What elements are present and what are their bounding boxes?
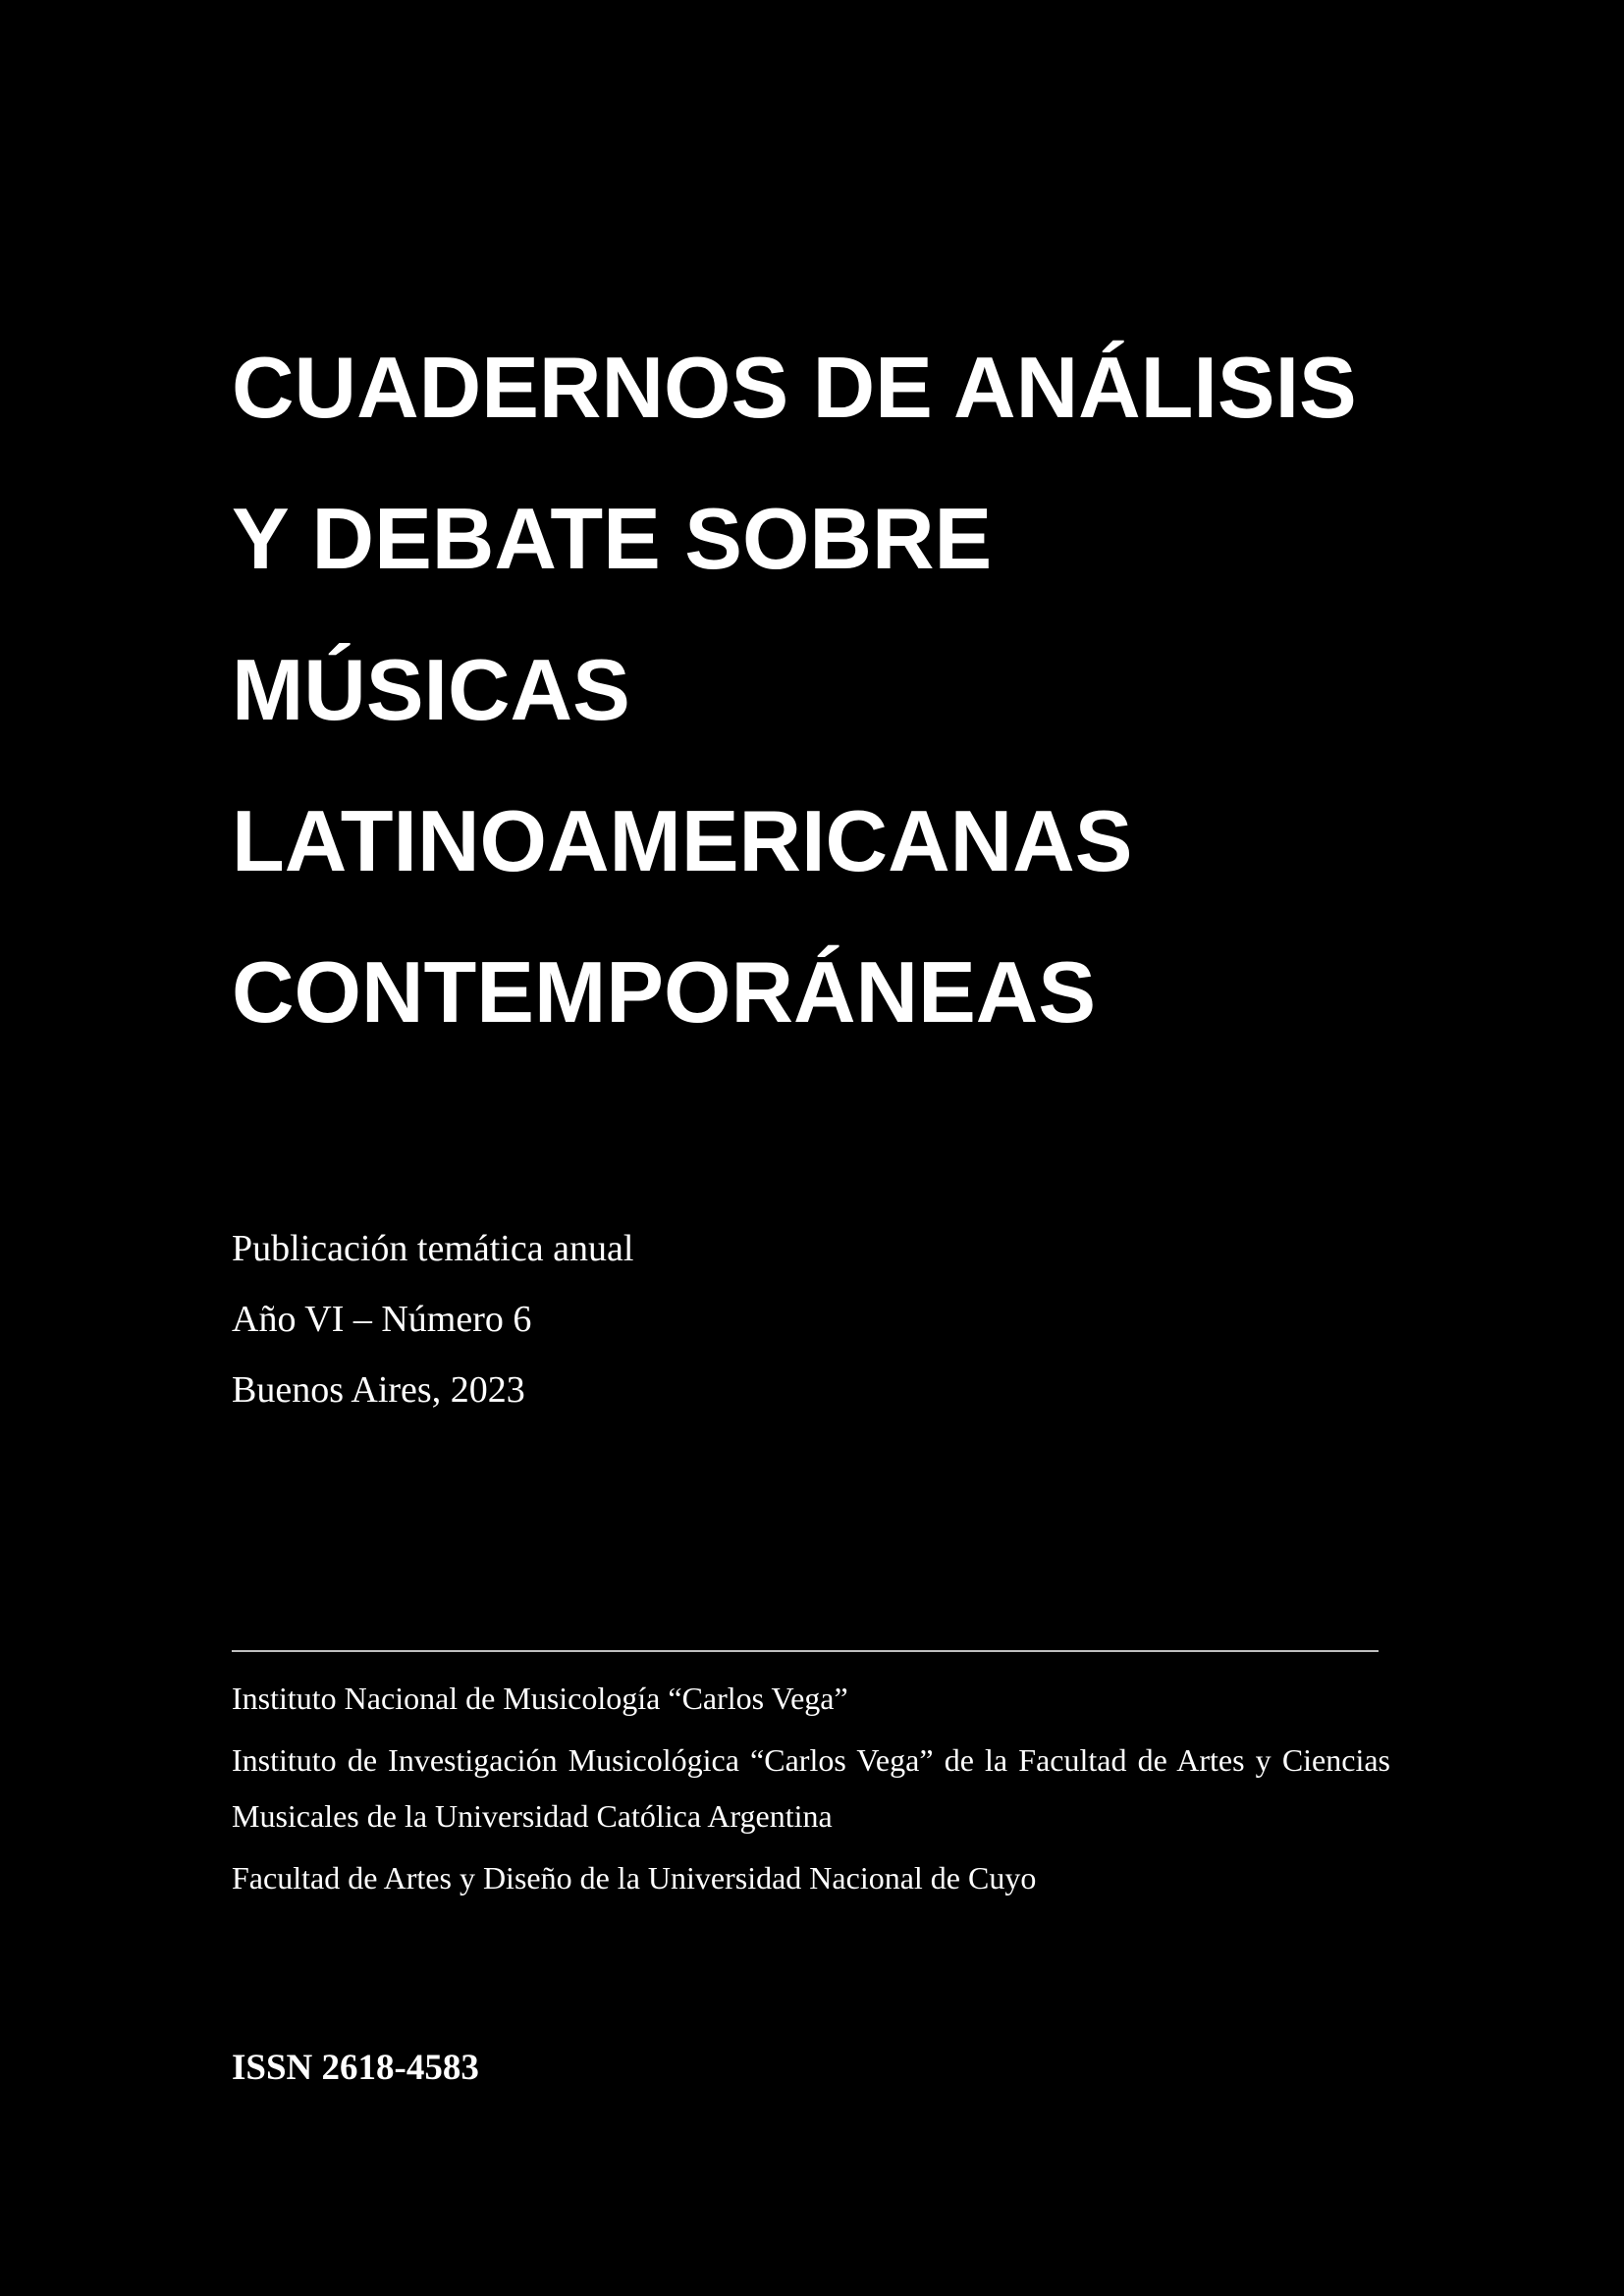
issn-number: ISSN 2618-4583 [232, 2048, 479, 2088]
place-and-year: Buenos Aires, 2023 [232, 1369, 525, 1411]
title-line-3: MÚSICAS [232, 641, 630, 738]
publication-type: Publicación temática anual [232, 1228, 634, 1269]
divider-line [232, 1650, 1379, 1652]
institutions-list [232, 1671, 1390, 1906]
issue-number: Año VI – Número 6 [232, 1299, 532, 1340]
title-line-1: CUADERNOS DE ANÁLISIS [232, 339, 1357, 436]
journal-title [232, 312, 1430, 1068]
title-line-4: LATINOAMERICANAS [232, 792, 1133, 889]
institution-1: Instituto Nacional de Musicología “Carlos Vega” [232, 1681, 848, 1716]
title-line-5: CONTEMPORÁNEAS [232, 943, 1097, 1041]
publication-info [232, 1213, 1312, 1425]
institution-2: Instituto de Investigación Musicológica “Carlos Vega” de la Facultad de Artes y Ciencias Musicales de la Universidad Católica Argentina [232, 1742, 1390, 1834]
institution-3: Facultad de Artes y Diseño de la Universidad Nacional de Cuyo [232, 1860, 1037, 1896]
title-line-2: Y DEBATE SOBRE [232, 490, 993, 587]
